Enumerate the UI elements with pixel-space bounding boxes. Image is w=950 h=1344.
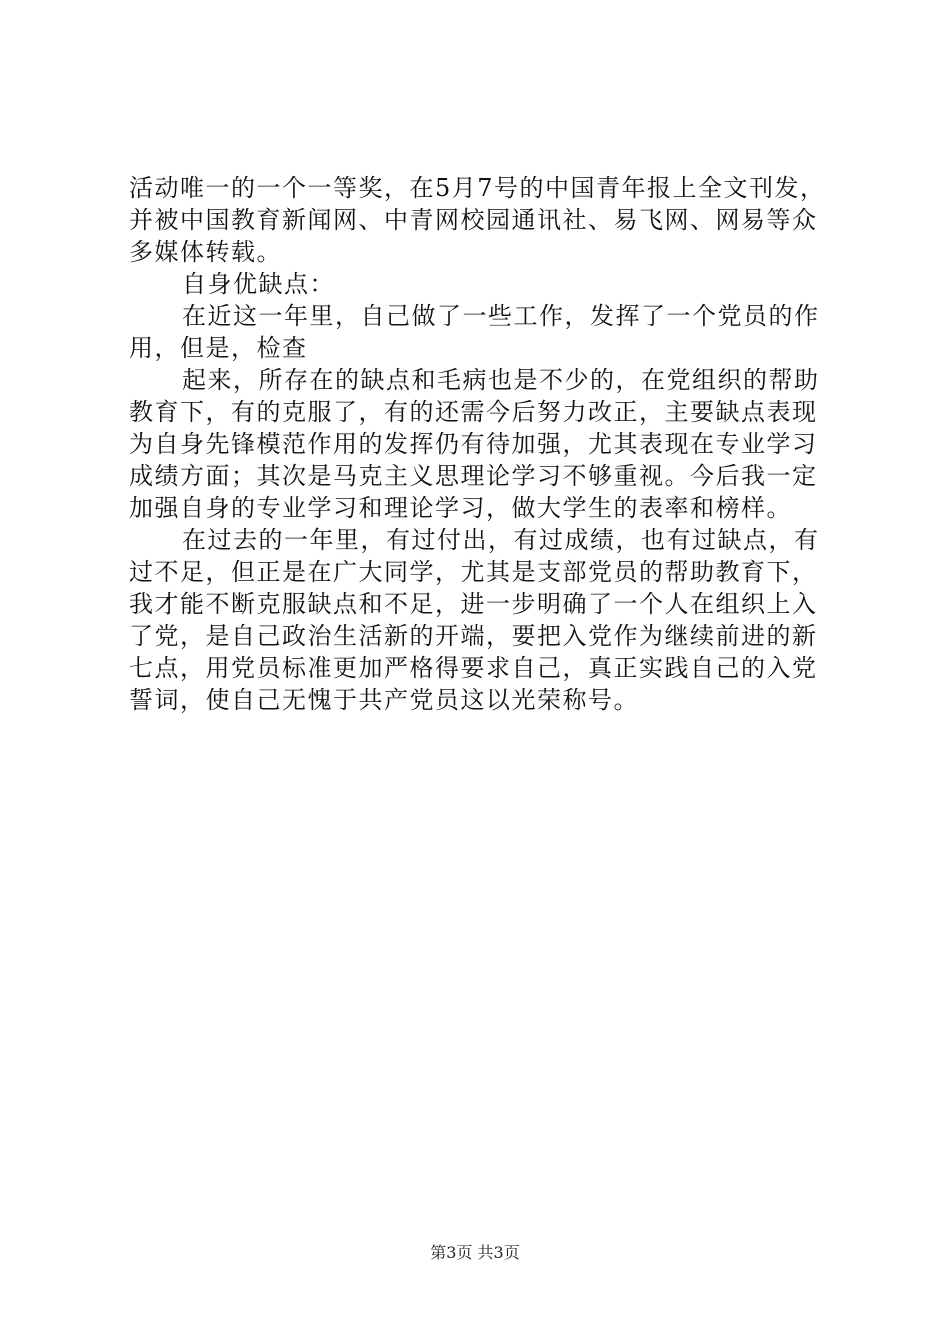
text-line: 成绩方面；其次是马克主义思理论学习不够重视。今后我一定 bbox=[129, 462, 818, 490]
text-line: 用，但是，检查 bbox=[129, 334, 308, 362]
section-heading: 自身优缺点： bbox=[182, 270, 335, 298]
text-line: 教育下，有的克服了，有的还需今后努力改正，主要缺点表现 bbox=[129, 398, 818, 426]
text-line: 了党，是自己政治生活新的开端，要把入党作为继续前进的新 bbox=[129, 622, 818, 650]
text-line: 过不足，但正是在广大同学，尤其是支部党员的帮助教育下， bbox=[129, 558, 818, 586]
text-line: 多媒体转载。 bbox=[129, 238, 282, 266]
document-body bbox=[129, 172, 829, 716]
text-line: 在过去的一年里，有过付出，有过成绩，也有过缺点，有 bbox=[182, 526, 820, 554]
text-line: 并被中国教育新闻网、中青网校园通讯社、易飞网、网易等众 bbox=[129, 206, 818, 234]
text-line: 在近这一年里，自己做了一些工作，发挥了一个党员的作 bbox=[182, 302, 820, 330]
text-line: 誓词，使自己无愧于共产党员这以光荣称号。 bbox=[129, 686, 639, 714]
page-number-footer: 第3页 共3页 bbox=[430, 1243, 520, 1262]
text-line: 活动唯一的一个一等奖，在5月7号的中国青年报上全文刊发， bbox=[129, 174, 826, 202]
text-line: 为自身先锋模范作用的发挥仍有待加强，尤其表现在专业学习 bbox=[129, 430, 818, 458]
text-line: 我才能不断克服缺点和不足，进一步明确了一个人在组织上入 bbox=[129, 590, 818, 618]
text-line: 起来，所存在的缺点和毛病也是不少的，在党组织的帮助 bbox=[182, 366, 820, 394]
text-line: 七点，用党员标准更加严格得要求自己，真正实践自己的入党 bbox=[129, 654, 818, 682]
text-line: 加强自身的专业学习和理论学习，做大学生的表率和榜样。 bbox=[129, 494, 792, 522]
